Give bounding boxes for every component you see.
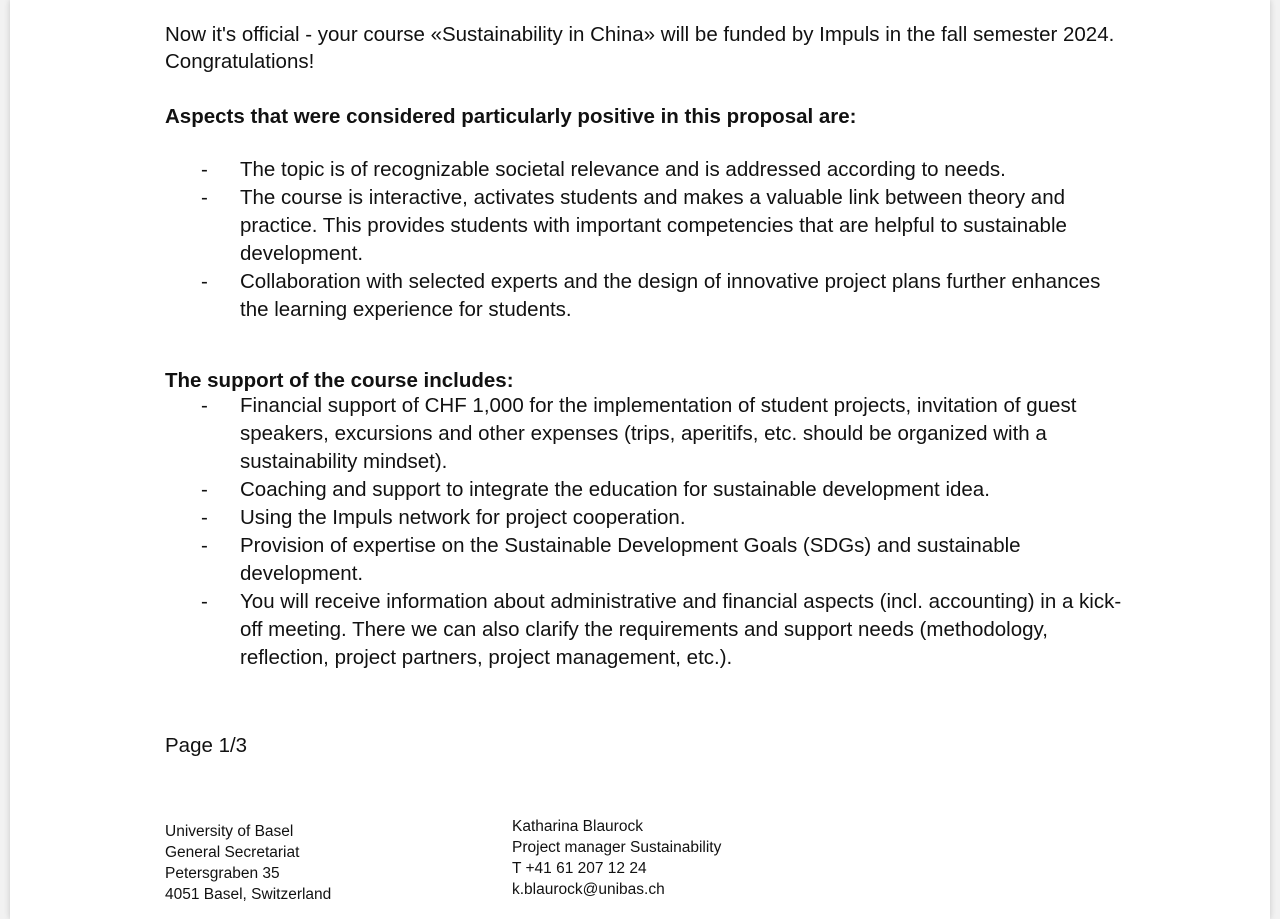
list-item-line: Financial support of CHF 1,000 for the implementation of student projects, invitation of guest	[240, 394, 1077, 417]
list-item-line: Using the Impuls network for project cooperation.	[240, 506, 686, 529]
list-item-line: reflection, project partners, project management, etc.).	[240, 646, 733, 669]
list-item	[165, 504, 1165, 532]
list-item-line: The course is interactive, activates students and makes a valuable link between theory and	[240, 186, 1066, 209]
bullet-dash: -	[201, 590, 208, 613]
list-item-line: development.	[240, 242, 364, 265]
positive-aspects-heading: Aspects that were considered particularly positive in this proposal are:	[165, 105, 857, 128]
contact-role: Project manager Sustainability	[512, 839, 722, 856]
list-item-line: Provision of expertise on the Sustainable Development Goals (SDGs) and sustainable	[240, 534, 1021, 557]
list-item-line: development.	[240, 562, 364, 585]
list-item	[165, 532, 1165, 588]
footer-address-line: University of Basel	[165, 823, 294, 840]
list-item	[165, 476, 1165, 504]
list-item-line: off meeting. There we can also clarify the requirements and support needs (methodology,	[240, 618, 1048, 641]
list-item-line: sustainability mindset).	[240, 450, 448, 473]
bullet-dash: -	[201, 478, 208, 501]
bullet-dash: -	[201, 270, 208, 293]
list-item-line: Coaching and support to integrate the education for sustainable development idea.	[240, 478, 990, 501]
list-item	[165, 588, 1165, 672]
bullet-dash: -	[201, 506, 208, 529]
list-item-line: the learning experience for students.	[240, 298, 572, 321]
contact-name: Katharina Blaurock	[512, 818, 643, 835]
list-item-line: The topic is of recognizable societal relevance and is addressed according to needs.	[240, 158, 1006, 181]
positive-aspects-list	[165, 156, 1165, 324]
list-item-line: You will receive information about administrative and financial aspects (incl. accounting) in a kick-	[240, 590, 1122, 613]
footer-address-line: General Secretariat	[165, 844, 300, 861]
page-number: Page 1/3	[165, 734, 248, 757]
support-list	[165, 392, 1165, 672]
bullet-dash: -	[201, 186, 208, 209]
footer-contact	[512, 816, 721, 900]
document-page	[10, 0, 1270, 919]
list-item	[165, 156, 1165, 184]
footer-address-line: Petersgraben 35	[165, 865, 280, 882]
list-item-line: Collaboration with selected experts and the design of innovative project plans further enhances	[240, 270, 1101, 293]
support-heading: The support of the course includes:	[165, 369, 514, 392]
list-item-line: practice. This provides students with important competencies that are helpful to sustainable	[240, 214, 1067, 237]
intro-paragraph	[165, 21, 1165, 75]
intro-line: Now it's official - your course «Sustainability in China» will be funded by Impuls in the fall semester 2024.	[165, 23, 1115, 46]
footer-address-line: 4051 Basel, Switzerland	[165, 886, 332, 903]
list-item	[165, 184, 1165, 268]
list-item	[165, 268, 1165, 324]
bullet-dash: -	[201, 158, 208, 181]
list-item	[165, 392, 1165, 476]
footer-address	[165, 821, 331, 905]
contact-phone: T +41 61 207 12 24	[512, 860, 647, 877]
contact-email[interactable]: k.blaurock@unibas.ch	[512, 881, 665, 898]
intro-line: Congratulations!	[165, 50, 315, 73]
bullet-dash: -	[201, 394, 208, 417]
list-item-line: speakers, excursions and other expenses (trips, aperitifs, etc. should be organized with a	[240, 422, 1047, 445]
bullet-dash: -	[201, 534, 208, 557]
